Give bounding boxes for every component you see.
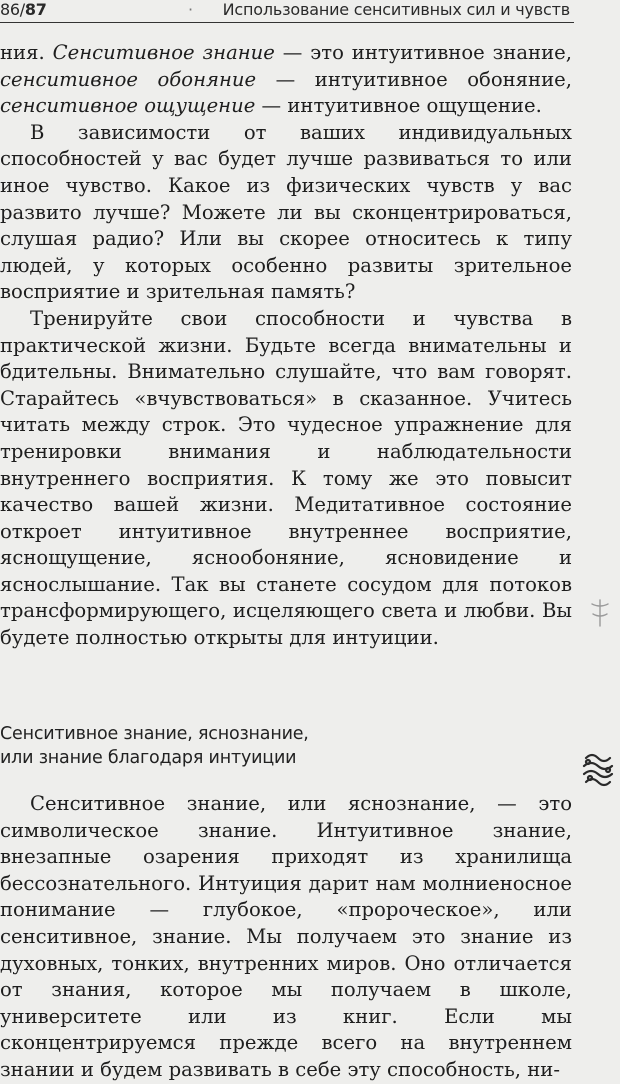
current-page-number: 87 (24, 0, 47, 19)
paragraph: В зависимости от ваших индивидуальных способностей у вас будет лучше развиваться то или иное чувство. Какое из физических чувств у вас развито лучше? Можете ли вы сконцентрироваться, слушая радио? Или вы скорее относитесь к типу людей, у которых особенно развиты зрительное восприятие и зрительная память? (0, 120, 572, 304)
section-heading (0, 722, 572, 770)
text-run: — интуитивное обоняние, (256, 67, 572, 91)
italic-term: Сенситивное знание (52, 41, 275, 64)
paragraph: Тренируйте свои способности и чувства в практической жизни. Будьте всегда внимательны и бдительны. Внимательно слушайте, что вам говорят. Старайтесь «вчувствоваться» в сказанное. Учитесь читать между строк. Это чудесное упражнение для тренировки внимания и наблюдательности внутреннего восприятия. К тому же это повысит качество вашей жизни. Медитативное состояние откроет интуитивное внутреннее восприятие, яснощущение, яснообоняние, ясновидение и яснослышание. Так вы станете сосудом для потоков трансформирующего, исцеляющего света и любви. Вы будете полностью открыты для интуиции. (0, 306, 572, 650)
main-text (0, 40, 572, 652)
italic-term: сенситивное обоняние (0, 67, 257, 91)
paragraph-continued (0, 40, 572, 120)
italic-term: сенситивное ощущение (0, 94, 256, 118)
text-run: ния. (0, 41, 53, 64)
section-text (0, 791, 572, 1084)
header-dot: · (188, 0, 194, 19)
text-run: — это интуитивное знание, (274, 41, 572, 64)
running-header (0, 0, 574, 23)
text-run: — интуитивное ощущение. (255, 94, 542, 118)
section-heading-line: или знание благодаря интуиции (0, 748, 297, 768)
section-heading-line: Сенситивное знание, яснознание, (0, 724, 309, 744)
paragraph: Сенситивное знание, или яснознание, — это символическое знание. Интуитивное знание, внезапные озарения приходят из хранилища бессознательного. Интуиция дарит нам молниеносное понимание — глубокое, «пророческое», или сенситивное, знание. Мы получаем это знание из духовных, тонких, внутренних миров. Оно отличается от знания, которое мы получаем в школе, университете или из книг. Если мы сконцентрируемся прежде всего на внутреннем знании и будем развивать в себе эту способность, ни- (0, 792, 572, 1081)
page-numbers (0, 0, 47, 19)
running-title: Использование сенситивных сил и чувств (222, 0, 570, 19)
margin-flourish-icon (588, 598, 612, 628)
swirl-ornament-icon (578, 748, 618, 792)
previous-page-number: 86/ (0, 0, 25, 19)
